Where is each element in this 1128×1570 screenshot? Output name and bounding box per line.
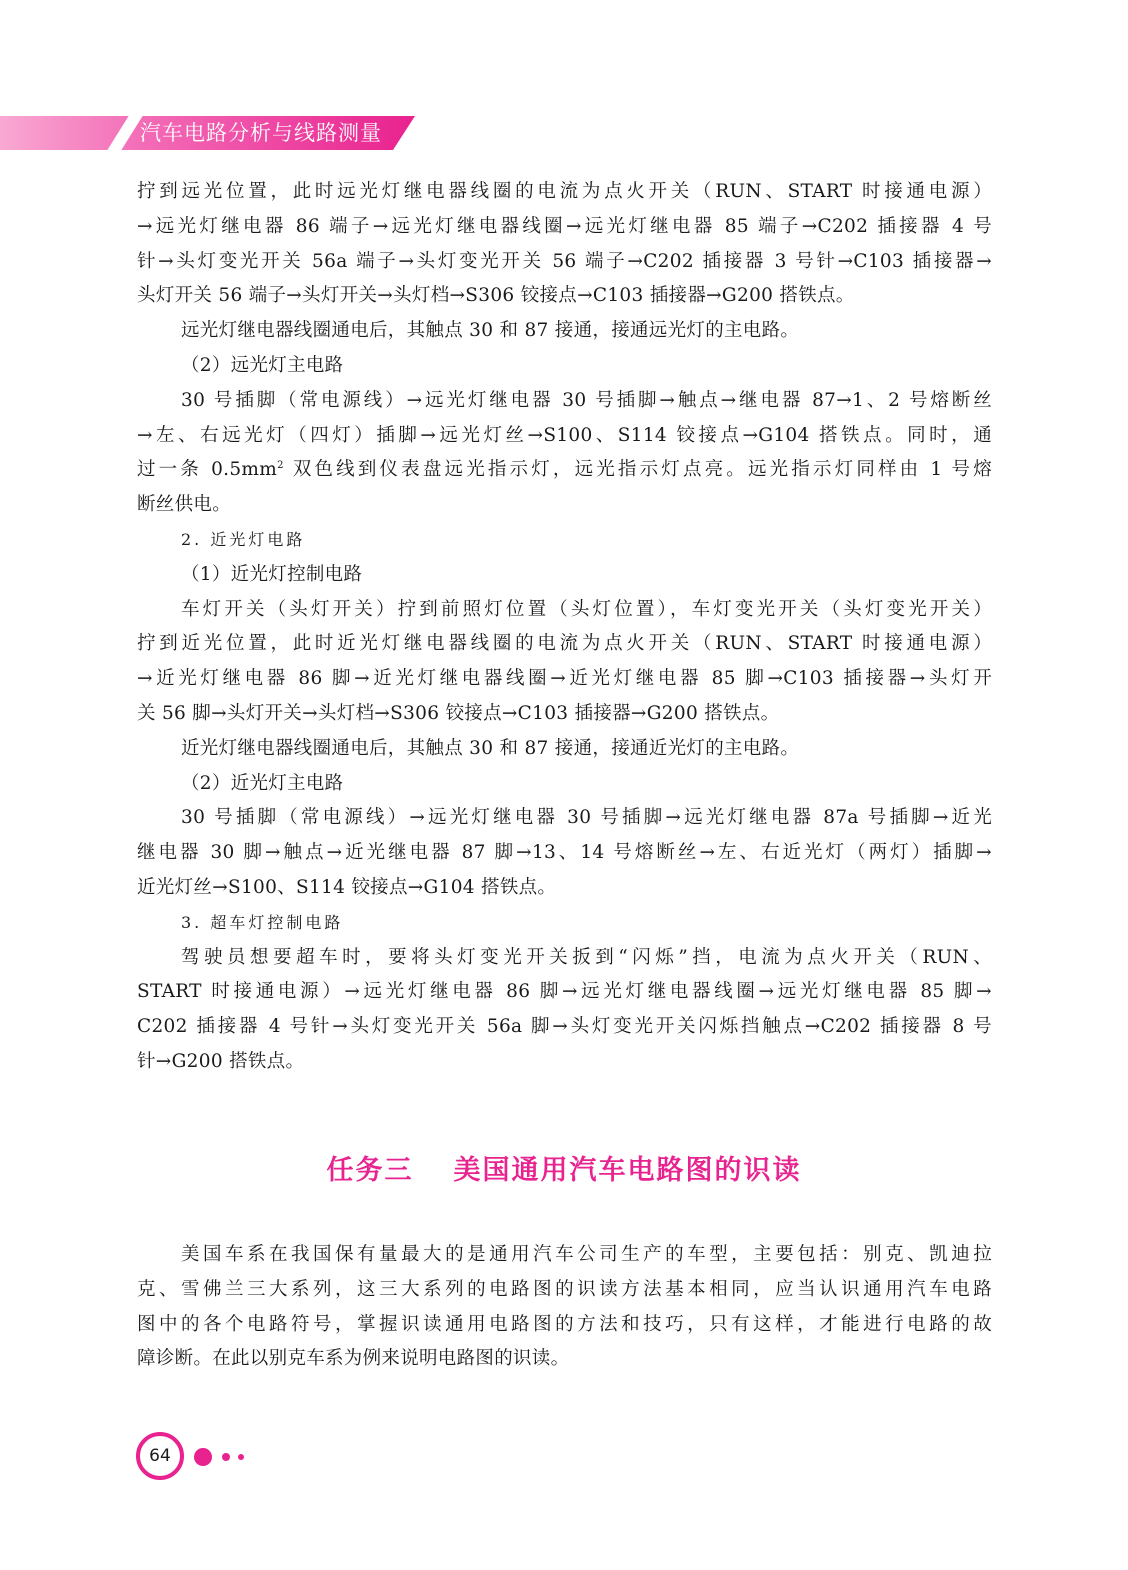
paragraph: 近光灯继电器线圈通电后，其触点 30 和 87 接通，接通近光灯的主电路。: [181, 737, 800, 759]
intro-text: [137, 1238, 992, 1377]
running-header-title: 汽车电路分析与线路测量: [140, 121, 382, 145]
paragraph-line: 近光灯丝→S100、S114 铰接点→G104 搭铁点。: [137, 876, 557, 898]
paragraph-line: C202 插接器 4 号针→头灯变光开关 56a 脚→头灯变光开关闪烁挡触点→C202 插接器 8 号: [137, 1016, 992, 1038]
paragraph: 远光灯继电器线圈通电后，其触点 30 和 87 接通，接通远光灯的主电路。: [181, 320, 800, 342]
paragraph-line: →远光灯继电器 86 端子→远光灯继电器线圈→远光灯继电器 85 端子→C202 插接器 4 号: [137, 215, 992, 237]
page-number: 64: [136, 1432, 184, 1480]
paragraph-line: 克、雪佛兰三大系列，这三大系列的电路图的识读方法基本相同，应当认识通用汽车电路: [137, 1278, 992, 1300]
task-heading: [0, 1148, 1128, 1187]
paragraph-line: 拧到远光位置，此时远光灯继电器线圈的电流为点火开关（RUN、START 时接通电源）: [137, 181, 992, 202]
paragraph-line: 驾驶员想要超车时，要将头灯变光开关扳到“闪烁”挡，电流为点火开关（RUN、: [181, 946, 992, 968]
decorative-dot-icon: [194, 1448, 212, 1466]
paragraph-line: 关 56 脚→头灯开关→头灯档→S306 铰接点→C103 插接器→G200 搭铁点。: [137, 702, 780, 724]
paragraph-line: →左、右远光灯（四灯）插脚→远光灯丝→S100、S114 铰接点→G104 搭铁点。同时，通: [137, 424, 992, 446]
section-heading: 2. 近光灯电路: [181, 529, 306, 549]
paragraph-line: 图中的各个电路符号，掌握识读通用电路图的方法和技巧，只有这样，才能进行电路的故: [137, 1313, 992, 1335]
paragraph-line: 车灯开关（头灯开关）拧到前照灯位置（头灯位置），车灯变光开关（头灯变光开关）: [181, 598, 992, 620]
paragraph-line: 针→头灯变光开关 56a 端子→头灯变光开关 56 端子→C202 插接器 3 号针→C103 插接器→: [137, 250, 992, 272]
paragraph-line: [137, 453, 992, 488]
paragraph-line: 30 号插脚（常电源线）→远光灯继电器 30 号插脚→远光灯继电器 87a 号插脚→近光: [181, 807, 992, 829]
decorative-dot-icon: [238, 1454, 244, 1460]
paragraph-line: 继电器 30 脚→触点→近光继电器 87 脚→13、14 号熔断丝→左、右近光灯（两灯）插脚→: [137, 842, 992, 864]
paragraph-line: 障诊断。在此以别克车系为例来说明电路图的识读。: [137, 1348, 570, 1370]
paragraph-line: 30 号插脚（常电源线）→远光灯继电器 30 号插脚→触点→继电器 87→1、2 号熔断丝: [181, 389, 992, 411]
superscript: 2: [277, 460, 284, 472]
task-number: 任务三: [326, 1155, 414, 1186]
line-part: 过一条 0.5mm: [137, 459, 278, 481]
section-heading: 3. 超车灯控制电路: [181, 912, 344, 932]
line-part: 双色线到仪表盘远光指示灯，远光指示灯点亮。远光指示灯同样由 1 号熔: [283, 459, 992, 481]
paragraph-line: START 时接通电源）→远光灯继电器 86 脚→远光灯继电器线圈→远光灯继电器 85 脚→: [137, 981, 992, 1003]
paragraph-line: →近光灯继电器 86 脚→近光灯继电器线圈→近光灯继电器 85 脚→C103 插接器→头灯开: [137, 668, 992, 690]
decorative-dot-icon: [222, 1453, 230, 1461]
paragraph-line: 针→G200 搭铁点。: [137, 1050, 305, 1072]
subsection-heading: （2）远光灯主电路: [181, 354, 344, 376]
subsection-heading: （1）近光灯控制电路: [181, 563, 363, 585]
paragraph-line: 美国车系在我国保有量最大的是通用汽车公司生产的车型，主要包括：别克、凯迪拉: [181, 1244, 992, 1265]
paragraph-line: 断丝供电。: [137, 494, 232, 516]
subsection-heading: （2）近光灯主电路: [181, 772, 344, 794]
task-title: 美国通用汽车电路图的识读: [453, 1155, 802, 1186]
paragraph-line: 拧到近光位置，此时近光灯继电器线圈的电流为点火开关（RUN、START 时接通电源）: [137, 633, 992, 655]
paragraph-line: 头灯开关 56 端子→头灯开关→头灯档→S306 铰接点→C103 插接器→G200 搭铁点。: [137, 285, 855, 307]
main-text: [137, 175, 992, 1080]
